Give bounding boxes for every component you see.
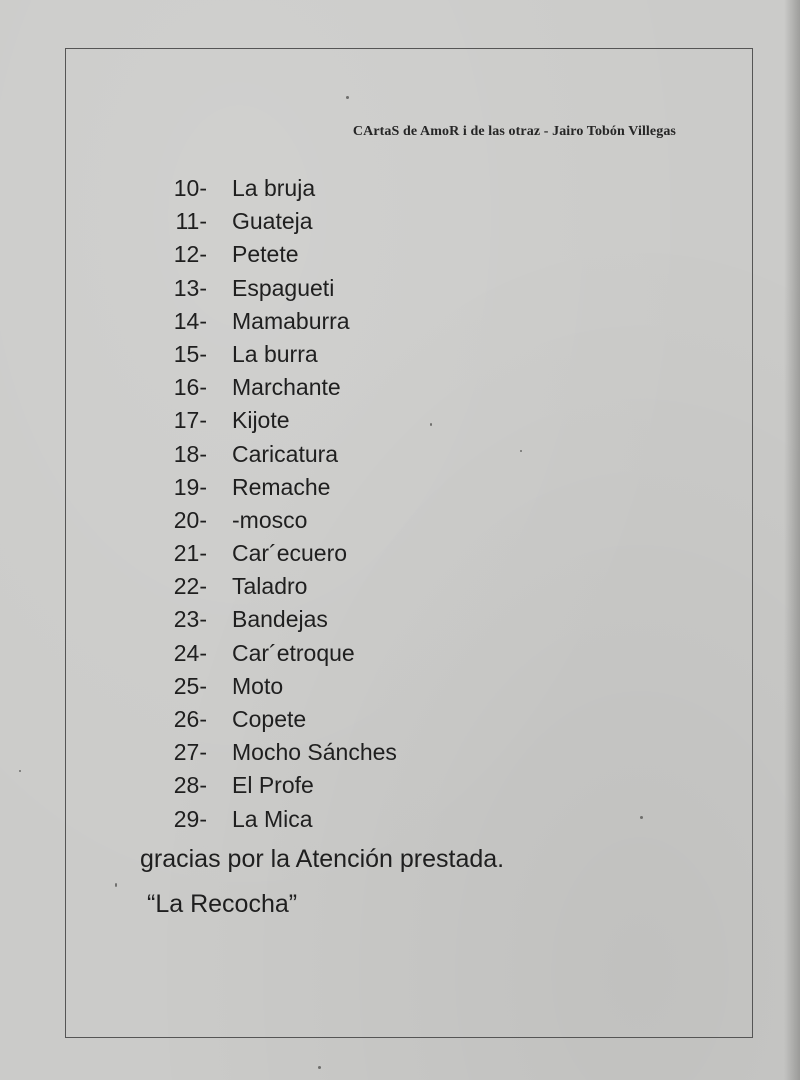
list-item [0, 272, 700, 305]
list-item-name: Petete [232, 241, 299, 268]
list-item-name: Copete [232, 706, 307, 732]
list-item-name: Car´ecuero [232, 540, 348, 567]
nickname-list [0, 172, 700, 836]
list-item-name: Espagueti [232, 274, 335, 301]
list-item [0, 404, 700, 437]
list-item [0, 736, 700, 769]
list-item [0, 769, 700, 802]
closing-line: gracias por la Atención prestada. [140, 845, 505, 873]
list-item [0, 438, 700, 471]
list-item [0, 803, 700, 836]
list-item-name: Bandejas [232, 606, 328, 633]
scan-speck [346, 96, 349, 99]
list-item-name: Caricatura [232, 440, 339, 467]
list-item-name: Kijote [232, 407, 290, 434]
list-item [0, 670, 700, 703]
scan-speck [115, 883, 117, 887]
list-item-number: 18- [173, 440, 207, 467]
list-item-number: 27- [173, 739, 207, 766]
list-item [0, 205, 700, 238]
list-item-number: 26- [173, 706, 207, 732]
page-edge-shadow [784, 0, 800, 1080]
list-item [0, 238, 700, 271]
list-item-number: 21- [173, 540, 207, 567]
list-item-name: Car´etroque [232, 639, 355, 666]
list-item [0, 172, 700, 205]
list-item-name: Mamaburra [232, 307, 350, 334]
list-item [0, 305, 700, 338]
list-item-number: 19- [173, 473, 207, 500]
list-item-number: 20- [173, 506, 207, 533]
list-item-name: La burra [232, 340, 318, 367]
list-item-name: Marchante [232, 374, 341, 401]
list-item-name: La bruja [232, 175, 316, 201]
list-item-number: 25- [173, 672, 207, 699]
list-item-number: 17- [173, 407, 207, 434]
list-item-number: 29- [173, 805, 207, 832]
list-item-name: -mosco [232, 506, 308, 533]
list-item [0, 570, 700, 603]
list-item-name: Taladro [232, 573, 308, 600]
list-item-number: 11- [175, 208, 207, 235]
list-item-name: Moto [232, 672, 284, 699]
running-header: CArtaS de AmoR i de las otraz - Jairo Tobón Villegas [352, 124, 676, 139]
list-item [0, 471, 700, 504]
list-item-name: Mocho Sánches [232, 739, 397, 766]
list-item-number: 28- [173, 772, 207, 799]
list-item [0, 703, 700, 736]
list-item-number: 12- [173, 241, 207, 268]
list-item-number: 10- [173, 175, 207, 201]
list-item [0, 504, 700, 537]
list-item [0, 338, 700, 371]
scan-speck [19, 770, 21, 772]
list-item [0, 537, 700, 570]
list-item-number: 13- [173, 274, 207, 301]
scan-speck [318, 1066, 321, 1069]
list-item-number: 24- [173, 639, 207, 666]
list-item-number: 16- [173, 374, 207, 401]
signature-line: “La Recocha” [147, 890, 298, 918]
list-item [0, 603, 700, 636]
list-item-number: 23- [173, 606, 207, 633]
list-item-number: 15- [173, 340, 207, 367]
list-item-name: La Mica [232, 805, 313, 832]
list-item-name: Guateja [232, 208, 313, 235]
list-item-number: 22- [173, 573, 207, 600]
scan-speck [430, 423, 432, 426]
scan-speck [520, 450, 522, 452]
scan-speck [640, 816, 643, 819]
list-item-name: Remache [232, 473, 331, 500]
list-item-name: El Profe [232, 772, 314, 799]
list-item-number: 14- [173, 307, 207, 334]
list-item [0, 637, 700, 670]
list-item [0, 371, 700, 404]
